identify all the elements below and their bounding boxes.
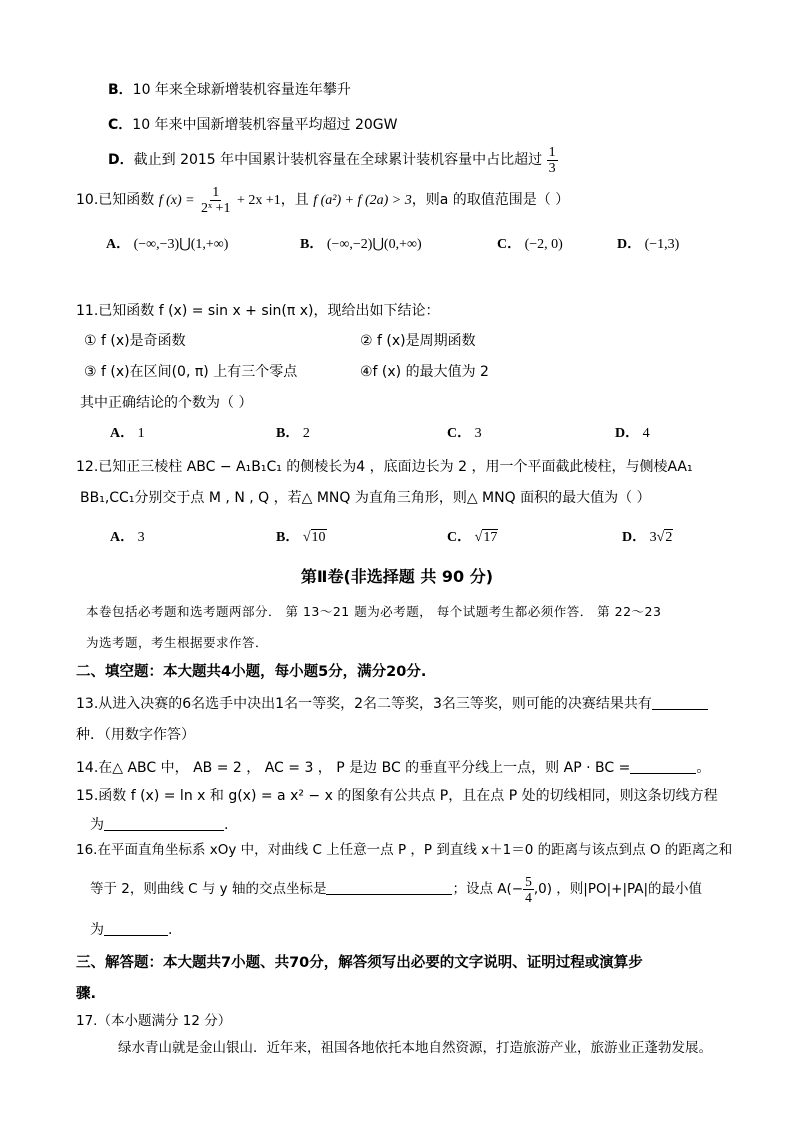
q9-option-d	[108, 142, 558, 178]
q12-option-b: B． √10	[276, 530, 326, 545]
answer-blank[interactable]	[104, 816, 224, 831]
q14: 14.在△ ABC 中， AB = 2 ， AC = 3 ， P 是边 BC 的垂直平分线上一点，则 AP · BC = 。	[76, 760, 711, 776]
q13-line-1: 13.从进入决赛的6名选手中决出1名一等奖，2名二等奖，3名三等奖，则可能的决赛结果共有	[76, 694, 708, 714]
fraction-five-quarters: $\frac{5}{4}$	[525, 873, 532, 905]
part-2-title: 第Ⅱ卷(非选择题 共 90 分)	[300, 567, 494, 586]
q10-fraction: $\frac{1}{\text{2ˣ +1}}$	[201, 184, 231, 216]
q17-text: 绿水青山就是金山银山．近年来，祖国各地依托本地自然资源，打造旅游产业，旅游业正蓬勃发展。	[118, 1040, 712, 1056]
option-letter: C．	[108, 117, 133, 133]
q12-line-2: BB₁,CC₁分别交于点 M , N , Q ，若△ MNQ 为直角三角形，则△ MNQ 面积的最大值为（ ）	[80, 490, 651, 506]
q12-option-d: D． 3√2	[622, 530, 673, 545]
q12-line-1: 12.已知正三棱柱 ABC − A₁B₁C₁ 的侧棱长为4 ，底面边长为 2 ，用一个平面截此棱柱，与侧棱AA₁	[76, 459, 693, 475]
q12-option-c: C． √17	[447, 530, 498, 545]
q12-option-a: A． 3	[110, 530, 145, 545]
q10-tail: ，则a 的取值范围是（ ）	[411, 192, 570, 208]
q10-condition: f (a²) + f (2a) > 3	[313, 193, 412, 208]
q13-line-2: 种．（用数字作答）	[76, 727, 195, 743]
q10-option-b: B． (−∞,−2)⋃(0,+∞)	[300, 237, 422, 252]
q15-line-1: 15.函数 f (x) = ln x 和 g(x) = a x² − x 的图象有公共点 P，且在点 P 处的切线相同，则这条切线方程	[76, 788, 718, 804]
option-letter: B．	[108, 82, 133, 98]
answer-blank[interactable]	[630, 759, 696, 774]
q10-function-lhs: f (x) =	[158, 193, 195, 208]
question-number: 10.	[76, 192, 99, 208]
option-letter: D．	[108, 152, 134, 168]
q11-option-d: D． 4	[615, 426, 650, 441]
q10-stem	[76, 182, 569, 219]
q11-option-c: C． 3	[447, 426, 482, 441]
fraction-one-third: $\frac{1}{3}$	[548, 144, 556, 176]
q11-option-b: B． 2	[276, 426, 310, 441]
q11-question: 其中正确结论的个数为（ ）	[80, 395, 253, 411]
q16-line-1: 16.在平面直角坐标系 xOy 中，对曲线 C 上任意一点 P ，P 到直线 x＋1＝0 的距离与该点到点 O 的距离之和	[76, 842, 733, 858]
q9-option-b	[108, 80, 351, 100]
q15-line-2: 为 .	[90, 817, 229, 833]
answer-blank[interactable]	[652, 695, 708, 710]
part-2-note-line-1: 本卷包括必考题和选考题两部分． 第 13～21 题为必考题， 每个试题考生都必须作答． 第 22～23	[86, 604, 662, 619]
q11-stem: 11.已知函数 f (x) = sin x + sin(π x)，现给出如下结论：	[76, 303, 440, 319]
q9-option-c	[108, 115, 398, 135]
q10-function-rest: + 2x +1，且	[236, 193, 309, 208]
answer-blank[interactable]	[326, 880, 452, 895]
q10-option-a: A． (−∞,−3)⋃(1,+∞)	[106, 237, 229, 252]
q16-line-2: 等于 2，则曲线 C 与 y 轴的交点坐标是 ；设点 A(− $\frac{5}{4}$ ,0) ，则|PO|+|PA|的最小值	[90, 873, 703, 905]
q16-line-3: 为 .	[90, 922, 173, 938]
q11-conclusion-1: ① f (x)是奇函数	[84, 333, 186, 349]
q11-conclusion-3: ③ f (x)在区间(0, π) 上有三个零点	[84, 364, 298, 380]
section-2-heading: 二、填空题：本大题共4小题，每小题5分，满分20分.	[76, 664, 427, 680]
section-3-heading-line-2: 骤.	[76, 986, 97, 1002]
part-2-note-line-2: 为选考题，考生根据要求作答．	[86, 635, 269, 650]
q10-option-c: C． (−2, 0)	[497, 237, 563, 252]
section-3-heading-line-1: 三、解答题：本大题共7小题、共70分，解答须写出必要的文字说明、证明过程或演算步	[76, 955, 643, 971]
q17-header: 17.（本小题满分 12 分）	[76, 1013, 232, 1029]
answer-blank[interactable]	[104, 921, 168, 936]
option-text: 10 年来中国新增装机容量平均超过 20GW	[132, 117, 398, 133]
q10-intro: 已知函数	[98, 192, 155, 208]
q11-conclusion-4: ④f (x) 的最大值为 2	[360, 364, 489, 380]
option-text: 10 年来全球新增装机容量连年攀升	[132, 82, 351, 98]
q11-option-a: A． 1	[110, 426, 145, 441]
q11-conclusion-2: ② f (x)是周期函数	[360, 333, 476, 349]
q10-option-d: D． (−1,3)	[617, 237, 680, 252]
option-text: 截止到 2015 年中国累计装机容量在全球累计装机容量中占比超过	[133, 152, 543, 168]
